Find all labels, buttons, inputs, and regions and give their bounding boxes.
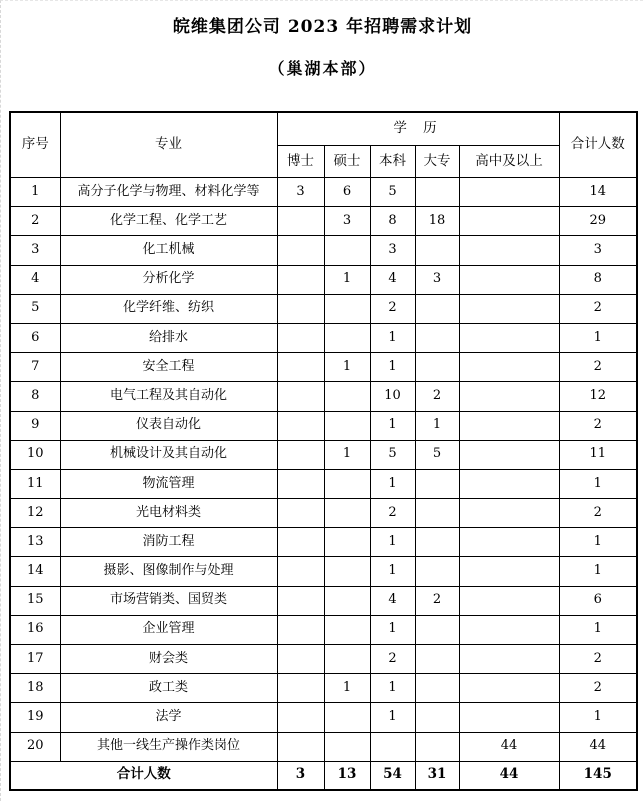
table-row [10, 440, 637, 469]
cell-master [324, 323, 370, 352]
cell-bachelor: 2 [370, 645, 415, 674]
cell-highschool [459, 674, 559, 703]
header-row-1 [10, 112, 637, 146]
cell-no: 11 [10, 469, 60, 498]
table-row [10, 265, 637, 294]
table-row [10, 645, 637, 674]
cell-no: 19 [10, 703, 60, 732]
table-row [10, 411, 637, 440]
cell-major: 政工类 [60, 674, 277, 703]
cell-master [324, 557, 370, 586]
cell-master: 3 [324, 207, 370, 236]
cell-master: 1 [324, 265, 370, 294]
table-row [10, 674, 637, 703]
cell-college [415, 732, 459, 761]
cell-major: 消防工程 [60, 528, 277, 557]
table-row [10, 499, 637, 528]
cell-college [415, 528, 459, 557]
cell-phd [277, 265, 324, 294]
cell-college [415, 499, 459, 528]
cell-total: 29 [559, 207, 637, 236]
cell-phd: 3 [277, 178, 324, 207]
table-row [10, 323, 637, 352]
table-row [10, 207, 637, 236]
cell-college [415, 615, 459, 644]
cell-college: 5 [415, 440, 459, 469]
cell-major: 安全工程 [60, 353, 277, 382]
table-row [10, 615, 637, 644]
table-row [10, 557, 637, 586]
cell-bachelor: 8 [370, 207, 415, 236]
header-edu-0: 博士 [277, 146, 324, 178]
table-row [10, 732, 637, 761]
cell-major: 物流管理 [60, 469, 277, 498]
cell-major: 化学纤维、纺织 [60, 294, 277, 323]
table-body [10, 178, 637, 762]
cell-no: 18 [10, 674, 60, 703]
cell-highschool [459, 528, 559, 557]
cell-bachelor [370, 732, 415, 761]
total-master: 13 [324, 761, 370, 790]
cell-highschool [459, 645, 559, 674]
cell-bachelor: 1 [370, 411, 415, 440]
cell-highschool [459, 382, 559, 411]
cell-no: 5 [10, 294, 60, 323]
cell-highschool: 44 [459, 732, 559, 761]
cell-total: 14 [559, 178, 637, 207]
cell-college [415, 178, 459, 207]
cell-master [324, 411, 370, 440]
cell-phd [277, 411, 324, 440]
table-row [10, 294, 637, 323]
cell-college [415, 469, 459, 498]
table-row [10, 236, 637, 265]
cell-college [415, 323, 459, 352]
cell-highschool [459, 207, 559, 236]
header-edu-2: 本科 [370, 146, 415, 178]
cell-major: 摄影、图像制作与处理 [60, 557, 277, 586]
cell-highschool [459, 353, 559, 382]
cell-major: 光电材料类 [60, 499, 277, 528]
cell-college [415, 557, 459, 586]
table-row [10, 353, 637, 382]
cell-master [324, 615, 370, 644]
cell-phd [277, 557, 324, 586]
cell-total: 1 [559, 469, 637, 498]
cell-college: 2 [415, 382, 459, 411]
total-row [10, 761, 637, 790]
cell-no: 6 [10, 323, 60, 352]
cell-college [415, 294, 459, 323]
cell-highschool [459, 323, 559, 352]
header-major: 专业 [60, 112, 277, 178]
cell-bachelor: 2 [370, 499, 415, 528]
cell-total: 2 [559, 499, 637, 528]
total-overall: 145 [559, 761, 637, 790]
cell-major: 企业管理 [60, 615, 277, 644]
cell-master: 1 [324, 440, 370, 469]
cell-major: 财会类 [60, 645, 277, 674]
cell-bachelor: 1 [370, 615, 415, 644]
cell-phd [277, 440, 324, 469]
recruitment-table [9, 111, 638, 791]
cell-total: 1 [559, 615, 637, 644]
header-edu-1: 硕士 [324, 146, 370, 178]
total-bachelor: 54 [370, 761, 415, 790]
cell-bachelor: 5 [370, 440, 415, 469]
cell-highschool [459, 440, 559, 469]
cell-major: 分析化学 [60, 265, 277, 294]
cell-major: 给排水 [60, 323, 277, 352]
cell-major: 电气工程及其自动化 [60, 382, 277, 411]
page-title: 皖维集团公司 2023 年招聘需求计划 [172, 17, 473, 37]
cell-master [324, 382, 370, 411]
cell-master [324, 469, 370, 498]
cell-phd [277, 236, 324, 265]
cell-major: 化学工程、化学工艺 [60, 207, 277, 236]
cell-no: 15 [10, 586, 60, 615]
cell-college: 3 [415, 265, 459, 294]
cell-no: 8 [10, 382, 60, 411]
table-row [10, 528, 637, 557]
cell-highschool [459, 703, 559, 732]
cell-no: 12 [10, 499, 60, 528]
total-highschool: 44 [459, 761, 559, 790]
header-edu-4: 高中及以上 [459, 146, 559, 178]
cell-total: 2 [559, 411, 637, 440]
header-total: 合计人数 [559, 112, 637, 178]
cell-master [324, 236, 370, 265]
cell-total: 1 [559, 557, 637, 586]
cell-phd [277, 469, 324, 498]
cell-total: 44 [559, 732, 637, 761]
cell-major: 其他一线生产操作类岗位 [60, 732, 277, 761]
cell-total: 2 [559, 674, 637, 703]
cell-phd [277, 645, 324, 674]
header-education: 学 历 [277, 112, 559, 146]
cell-no: 17 [10, 645, 60, 674]
cell-phd [277, 703, 324, 732]
cell-phd [277, 615, 324, 644]
cell-college [415, 703, 459, 732]
cell-total: 2 [559, 645, 637, 674]
cell-college [415, 353, 459, 382]
cell-total: 2 [559, 294, 637, 323]
cell-total: 1 [559, 528, 637, 557]
cell-total: 2 [559, 353, 637, 382]
cell-total: 8 [559, 265, 637, 294]
document-page [1, 1, 643, 802]
cell-phd [277, 528, 324, 557]
total-phd: 3 [277, 761, 324, 790]
cell-phd [277, 586, 324, 615]
cell-college [415, 674, 459, 703]
cell-bachelor: 3 [370, 236, 415, 265]
cell-college: 18 [415, 207, 459, 236]
cell-major: 机械设计及其自动化 [60, 440, 277, 469]
table-row [10, 382, 637, 411]
cell-no: 7 [10, 353, 60, 382]
cell-master [324, 732, 370, 761]
cell-bachelor: 1 [370, 528, 415, 557]
cell-master [324, 294, 370, 323]
cell-master: 1 [324, 674, 370, 703]
cell-total: 11 [559, 440, 637, 469]
cell-no: 4 [10, 265, 60, 294]
cell-no: 13 [10, 528, 60, 557]
cell-bachelor: 2 [370, 294, 415, 323]
cell-major: 法学 [60, 703, 277, 732]
cell-no: 14 [10, 557, 60, 586]
cell-bachelor: 1 [370, 674, 415, 703]
table-row [10, 586, 637, 615]
cell-total: 1 [559, 323, 637, 352]
cell-total: 1 [559, 703, 637, 732]
cell-highschool [459, 411, 559, 440]
cell-total: 6 [559, 586, 637, 615]
total-college: 31 [415, 761, 459, 790]
cell-highschool [459, 265, 559, 294]
cell-phd [277, 674, 324, 703]
cell-phd [277, 294, 324, 323]
cell-bachelor: 1 [370, 469, 415, 498]
cell-highschool [459, 615, 559, 644]
cell-highschool [459, 178, 559, 207]
cell-total: 12 [559, 382, 637, 411]
cell-master [324, 499, 370, 528]
cell-bachelor: 10 [370, 382, 415, 411]
cell-highschool [459, 557, 559, 586]
cell-master: 6 [324, 178, 370, 207]
cell-phd [277, 353, 324, 382]
table-row [10, 469, 637, 498]
cell-no: 1 [10, 178, 60, 207]
cell-phd [277, 207, 324, 236]
page-subtitle: （巢湖本部） [268, 59, 377, 78]
cell-major: 市场营销类、国贸类 [60, 586, 277, 615]
cell-bachelor: 5 [370, 178, 415, 207]
cell-no: 3 [10, 236, 60, 265]
cell-bachelor: 1 [370, 703, 415, 732]
total-label: 合计人数 [10, 761, 277, 790]
cell-phd [277, 499, 324, 528]
cell-major: 化工机械 [60, 236, 277, 265]
cell-no: 20 [10, 732, 60, 761]
table-row [10, 703, 637, 732]
cell-total: 3 [559, 236, 637, 265]
header-no: 序号 [10, 112, 60, 178]
cell-phd [277, 382, 324, 411]
cell-college [415, 645, 459, 674]
cell-bachelor: 1 [370, 323, 415, 352]
cell-highschool [459, 294, 559, 323]
cell-bachelor: 4 [370, 265, 415, 294]
cell-highschool [459, 586, 559, 615]
cell-no: 10 [10, 440, 60, 469]
cell-highschool [459, 236, 559, 265]
cell-college: 2 [415, 586, 459, 615]
cell-no: 9 [10, 411, 60, 440]
cell-college [415, 236, 459, 265]
table-row [10, 178, 637, 207]
cell-bachelor: 1 [370, 353, 415, 382]
cell-bachelor: 1 [370, 557, 415, 586]
cell-highschool [459, 499, 559, 528]
cell-college: 1 [415, 411, 459, 440]
cell-master: 1 [324, 353, 370, 382]
cell-major: 高分子化学与物理、材料化学等 [60, 178, 277, 207]
cell-bachelor: 4 [370, 586, 415, 615]
cell-master [324, 645, 370, 674]
cell-master [324, 703, 370, 732]
cell-master [324, 586, 370, 615]
cell-major: 仪表自动化 [60, 411, 277, 440]
cell-no: 2 [10, 207, 60, 236]
cell-phd [277, 323, 324, 352]
cell-phd [277, 732, 324, 761]
cell-highschool [459, 469, 559, 498]
header-edu-3: 大专 [415, 146, 459, 178]
cell-no: 16 [10, 615, 60, 644]
cell-master [324, 528, 370, 557]
